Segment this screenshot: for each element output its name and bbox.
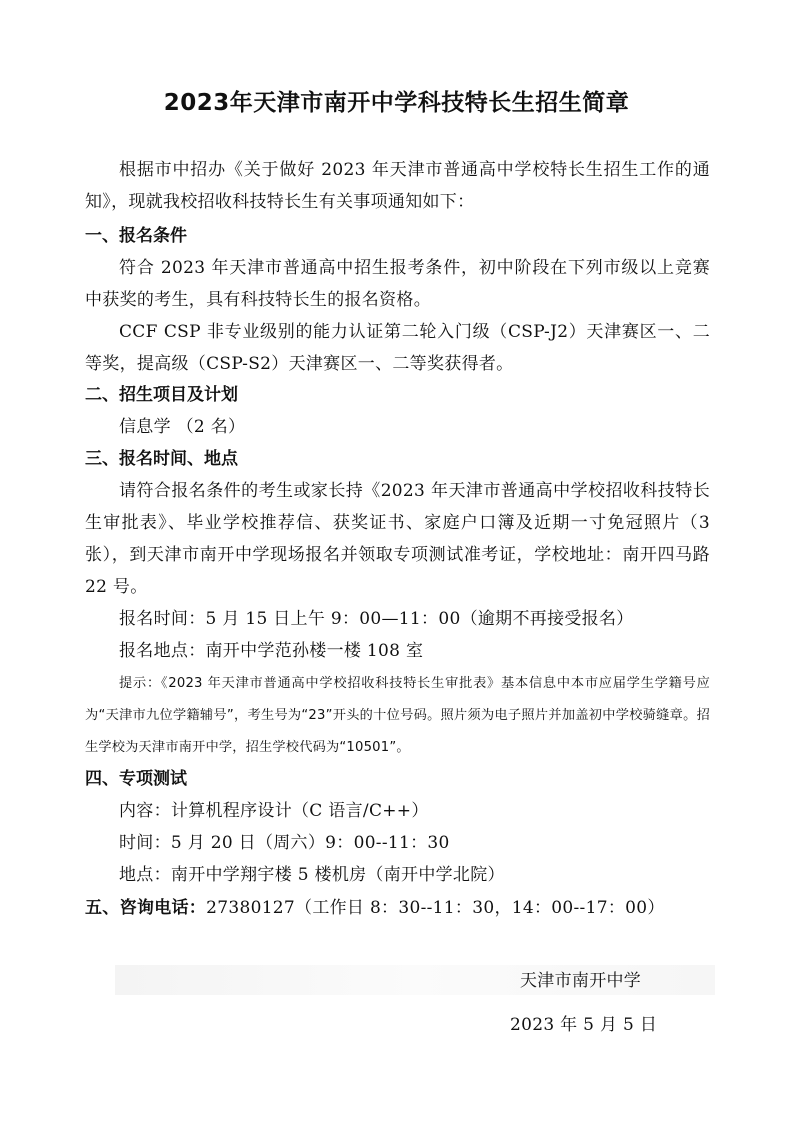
- section-3-paragraph: 请符合报名条件的考生或家长持《2023 年天津市普通高中学校招收科技特长生审批表》、毕业学校推荐信、获奖证书、家庭户口簿及近期一寸免冠照片（3 张），到天津市南开中学现场报名并领取专项测试准考证，学校地址：南开四马路 22 号。: [85, 481, 710, 597]
- document-title: 2023年天津市南开中学科技特长生招生简章: [163, 90, 630, 116]
- section-2-item: 信息学 （2 名）: [119, 417, 246, 437]
- registration-time: 报名时间：5 月 15 日上午 9：00—11：00（逾期不再接受报名）: [119, 609, 634, 629]
- section-4-heading: 四、专项测试: [85, 769, 187, 789]
- test-time: 时间：5 月 20 日（周六）9：00--11：30: [119, 833, 450, 853]
- section-1-heading: 一、报名条件: [85, 226, 187, 246]
- section-5-heading: 五、咨询电话：: [85, 898, 207, 918]
- test-place: 地点：南开中学翔宇楼 5 楼机房（南开中学北院）: [119, 865, 505, 885]
- section-1-paragraph-2: CCF CSP 非专业级别的能力认证第二轮入门级（CSP-J2）天津赛区一、二等奖，提高级（CSP-S2）天津赛区一、二等奖获得者。: [85, 322, 710, 374]
- section-3-heading: 三、报名时间、地点: [85, 449, 238, 469]
- registration-place: 报名地点：南开中学范孙楼一楼 108 室: [119, 641, 424, 661]
- section-1-paragraph-1: 符合 2023 年天津市普通高中招生报考条件，初中阶段在下列市级以上竞赛中获奖的考生，具有科技特长生的报名资格。: [85, 258, 710, 310]
- intro-paragraph: 根据市中招办《关于做好 2023 年天津市普通高中学校特长生招生工作的通知》，现就我校招收科技特长生有关事项通知如下：: [85, 160, 710, 212]
- section-5-line: [85, 892, 665, 924]
- registration-note: 提示：《2023 年天津市普通高中学校招收科技特长生审批表》基本信息中本市应届学生学籍号应为“天津市九位学籍辅号”，考生号为“23”开头的十位号码。照片须为电子照片并加盖初中学校骑缝章。招生学校为天津市南开中学，招生学校代码为“10501”。: [85, 676, 710, 755]
- test-content: 内容：计算机程序设计（C 语言/C++）: [119, 801, 429, 821]
- signature-org: 天津市南开中学: [520, 971, 642, 991]
- consult-phone: 27380127（工作日 8：30--11：30，14：00--17：00）: [206, 898, 665, 918]
- section-2-heading: 二、招生项目及计划: [85, 385, 238, 405]
- signature-date: 2023 年 5 月 5 日: [510, 1015, 658, 1035]
